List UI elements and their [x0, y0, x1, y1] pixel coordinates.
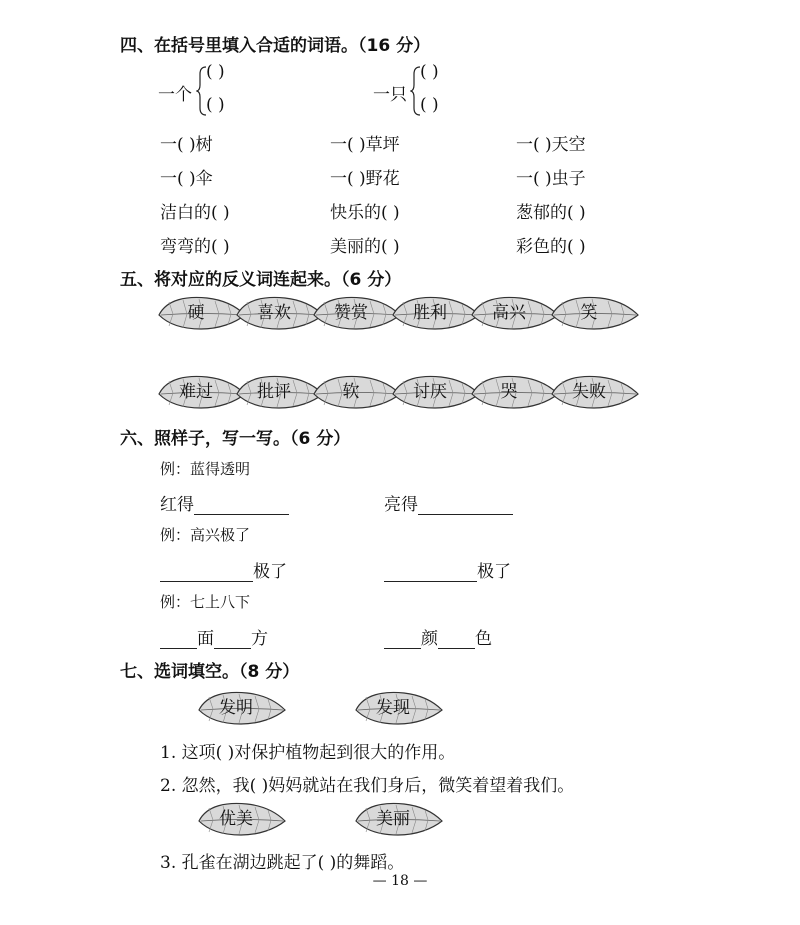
prompt: 颜	[421, 629, 438, 649]
fill-item: 一( )伞	[160, 169, 213, 189]
fill-item: 一( )野花	[330, 169, 400, 189]
word-leaf[interactable]	[312, 293, 402, 333]
leaf-word: 美丽	[376, 809, 410, 829]
leaf-word: 难过	[179, 382, 213, 402]
word-leaf[interactable]	[470, 293, 560, 333]
prompt: 面	[197, 629, 214, 649]
prompt: 色	[475, 629, 492, 649]
leaf-word: 胜利	[413, 303, 447, 323]
word-leaf[interactable]	[354, 799, 444, 839]
leaf-word: 发明	[219, 698, 253, 718]
blank-line[interactable]	[194, 496, 289, 515]
example-text: 例：七上八下	[160, 593, 251, 611]
fill-item: 一( )虫子	[516, 169, 586, 189]
leaf-word: 优美	[219, 809, 253, 829]
prompt: 红得	[160, 495, 194, 515]
fill-item: 一( )树	[160, 135, 213, 155]
word-leaf[interactable]	[157, 293, 247, 333]
prompt: 极了	[253, 562, 287, 582]
fill-item: 一( )草坪	[330, 135, 400, 155]
fill-item: 美丽的( )	[330, 237, 400, 257]
word-leaf[interactable]	[470, 372, 560, 412]
paren-blank[interactable]: ( )	[420, 95, 439, 115]
answer-line	[160, 557, 287, 582]
word-leaf[interactable]	[197, 799, 287, 839]
yizhi-label: 一只	[373, 85, 407, 105]
answer-line	[160, 624, 268, 649]
word-leaf[interactable]	[391, 372, 481, 412]
paren-blank[interactable]: ( )	[206, 62, 225, 82]
blank-line[interactable]	[214, 630, 251, 649]
blank-line[interactable]	[418, 496, 513, 515]
section-5-title: 五、将对应的反义词连起来。（6 分）	[120, 270, 402, 290]
example-text: 例：蓝得透明	[160, 460, 251, 478]
blank-line[interactable]	[384, 630, 421, 649]
leaf-word: 批评	[257, 382, 291, 402]
blank-line[interactable]	[438, 630, 475, 649]
leaf-word: 哭	[500, 382, 518, 402]
blank-line[interactable]	[384, 563, 477, 582]
blank-line[interactable]	[160, 630, 197, 649]
leaf-word: 赞赏	[334, 303, 368, 323]
sentence-1: 1. 这项( )对保护植物起到很大的作用。	[160, 743, 456, 763]
fill-item: 彩色的( )	[516, 237, 586, 257]
leaf-word: 喜欢	[257, 303, 291, 323]
leaf-word: 失败	[572, 382, 606, 402]
answer-line	[384, 557, 511, 582]
answer-line	[384, 624, 492, 649]
blank-line[interactable]	[160, 563, 253, 582]
word-leaf[interactable]	[312, 372, 402, 412]
word-leaf[interactable]	[550, 293, 640, 333]
word-leaf[interactable]	[157, 372, 247, 412]
sentence-2: 2. 忽然，我( )妈妈就站在我们身后，微笑着望着我们。	[160, 776, 575, 796]
section-7-title: 七、选词填空。（8 分）	[120, 662, 300, 682]
word-leaf[interactable]	[354, 688, 444, 728]
page-number: — 18 —	[372, 873, 428, 889]
word-leaf[interactable]	[391, 293, 481, 333]
answer-line	[160, 490, 289, 515]
fill-item: 洁白的( )	[160, 203, 230, 223]
example-text: 例：高兴极了	[160, 526, 251, 544]
section-6-title: 六、照样子，写一写。（6 分）	[120, 429, 351, 449]
answer-line	[384, 490, 513, 515]
leaf-word: 高兴	[492, 303, 526, 323]
leaf-word: 笑	[580, 303, 598, 323]
yige-label: 一个	[158, 85, 192, 105]
fill-item: 快乐的( )	[330, 203, 400, 223]
word-leaf[interactable]	[550, 372, 640, 412]
leaf-word: 发现	[376, 698, 410, 718]
leaf-word: 讨厌	[413, 382, 447, 402]
paren-blank[interactable]: ( )	[206, 95, 225, 115]
fill-item: 一( )天空	[516, 135, 586, 155]
leaf-word: 软	[342, 382, 360, 402]
fill-item: 弯弯的( )	[160, 237, 230, 257]
prompt: 方	[251, 629, 268, 649]
fill-item: 葱郁的( )	[516, 203, 586, 223]
leaf-word: 硬	[187, 303, 205, 323]
sentence-3: 3. 孔雀在湖边跳起了( )的舞蹈。	[160, 853, 405, 873]
section-4-title: 四、在括号里填入合适的词语。（16 分）	[120, 36, 431, 56]
word-leaf[interactable]	[197, 688, 287, 728]
prompt: 亮得	[384, 495, 418, 515]
prompt: 极了	[477, 562, 511, 582]
paren-blank[interactable]: ( )	[420, 62, 439, 82]
